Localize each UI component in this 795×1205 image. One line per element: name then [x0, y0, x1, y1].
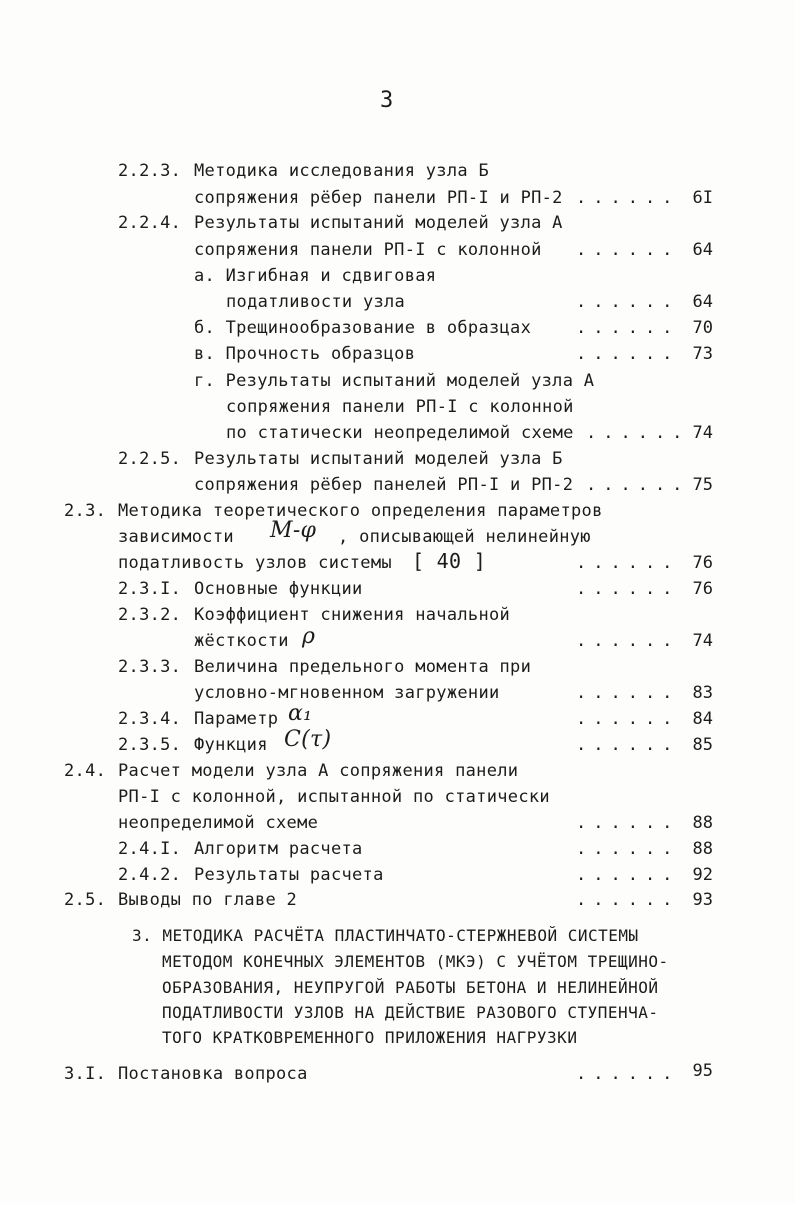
toc-page-number: 64: [692, 292, 713, 312]
toc-entry-g-line1: г. Результаты испытаний моделей узла А: [194, 371, 595, 391]
toc-entry-g-line2: сопряжения панели РП-I с колонной: [226, 397, 574, 417]
toc-page-number: 74: [692, 631, 713, 651]
toc-page-number: 83: [692, 683, 713, 703]
toc-entry-2-2-4-title-line1: Результаты испытаний моделей узла А: [194, 213, 563, 233]
toc-entry-g-line3: по статически неопределимой схеме: [226, 423, 574, 443]
toc-entry-2-3-1-number: 2.3.I.: [118, 579, 182, 599]
chapter-3-heading-line5: ТОГО КРАТКОВРЕМЕННОГО ПРИЛОЖЕНИЯ НАГРУЗКИ: [162, 1028, 578, 1047]
toc-entry-2-2-4-number: 2.2.4.: [118, 213, 182, 233]
toc-entry-2-2-3-title-line2: сопряжения рёбер панели РП-I и РП-2: [194, 188, 563, 208]
toc-leader-dots: ......: [576, 553, 680, 573]
chapter-3-heading-line2: МЕТОДОМ КОНЕЧНЫХ ЭЛЕМЕНТОВ (МКЭ) С УЧЁТОМ ТРЕЩИНО-: [162, 952, 669, 971]
toc-leader-dots: ......: [576, 865, 680, 885]
chapter-3-heading-line1: 3. МЕТОДИКА РАСЧЁТА ПЛАСТИНЧАТО-СТЕРЖНЕВОЙ СИСТЕМЫ: [132, 926, 639, 945]
toc-entry-a-line1: а. Изгибная и сдвиговая: [194, 266, 437, 286]
toc-leader-dots: ......: [576, 1064, 680, 1084]
toc-entry-2-4-number: 2.4.: [64, 761, 107, 781]
toc-entry-2-4-2-title: Результаты расчета: [194, 865, 384, 885]
toc-entry-2-3-3-number: 2.3.3.: [118, 657, 182, 677]
toc-entry-2-4-1-number: 2.4.I.: [118, 839, 182, 859]
toc-entry-2-3-number: 2.3.: [64, 501, 107, 521]
toc-entry-2-3-3-title-line1: Величина предельного момента при: [194, 657, 532, 677]
toc-entry-2-2-5-number: 2.2.5.: [118, 449, 182, 469]
toc-entry-2-4-1-title: Алгоритм расчета: [194, 839, 363, 859]
toc-entry-b: б. Трещинообразование в образцах: [194, 318, 532, 338]
page-number: 3: [380, 88, 394, 113]
toc-entry-2-5-title: Выводы по главе 2: [118, 890, 298, 910]
toc-leader-dots: ......: [576, 579, 680, 599]
toc-page-number: 76: [692, 553, 713, 573]
reference-citation: [ 40 ]: [412, 549, 487, 573]
chapter-3-heading-line3: ОБРАЗОВАНИЯ, НЕУПРУГОЙ РАБОТЫ БЕТОНА И НЕЛИНЕЙНОЙ: [162, 978, 659, 997]
toc-entry-2-2-3-title-line1: Методика исследования узла Б: [194, 161, 489, 181]
math-symbol-rho: ρ: [302, 624, 316, 649]
toc-leader-dots: ......: [576, 890, 680, 910]
toc-entry-2-3-4-number: 2.3.4.: [118, 709, 182, 729]
toc-page-number: 64: [692, 240, 713, 260]
toc-page-number: 88: [692, 813, 713, 833]
math-symbol-m-phi: М-φ: [270, 518, 317, 543]
toc-leader-dots: ......: [586, 423, 690, 443]
toc-entry-2-4-2-number: 2.4.2.: [118, 865, 182, 885]
toc-leader-dots: ......: [576, 292, 680, 312]
toc-page-number: 76: [692, 579, 713, 599]
chapter-3-heading-line4: ПОДАТЛИВОСТИ УЗЛОВ НА ДЕЙСТВИЕ РАЗОВОГО СТУПЕНЧА-: [162, 1003, 659, 1022]
toc-entry-2-5-number: 2.5.: [64, 890, 107, 910]
toc-page-number: 95: [692, 1061, 713, 1081]
toc-page-number: 92: [692, 865, 713, 885]
toc-entry-2-2-3-number: 2.2.3.: [118, 161, 182, 181]
toc-page-number: 85: [692, 735, 713, 755]
toc-leader-dots: ......: [576, 631, 680, 651]
toc-leader-dots: ......: [576, 683, 680, 703]
toc-entry-2-3-title-line2-start: зависимости: [118, 527, 234, 547]
toc-entry-2-3-5-number: 2.3.5.: [118, 735, 182, 755]
toc-entry-2-3-2-title-line1: Коэффициент снижения начальной: [194, 605, 511, 625]
toc-page-number: 70: [692, 318, 713, 338]
toc-page-number: 88: [692, 839, 713, 859]
toc-entry-2-4-title-line3: неопределимой схеме: [118, 813, 319, 833]
toc-entry-2-3-4-title: Параметр: [194, 709, 279, 729]
toc-leader-dots: ......: [576, 318, 680, 338]
toc-page-number: 73: [692, 344, 713, 364]
toc-entry-a-line2: податливости узла: [226, 292, 406, 312]
toc-leader-dots: ......: [576, 735, 680, 755]
toc-entry-2-2-5-title-line2: сопряжения рёбер панелей РП-I и РП-2: [194, 475, 574, 495]
toc-leader-dots: ......: [576, 709, 680, 729]
toc-entry-2-3-2-title-line2: жёсткости: [194, 631, 289, 651]
toc-leader-dots: ......: [576, 344, 680, 364]
toc-page-number: 93: [692, 890, 713, 910]
toc-leader-dots: ......: [576, 813, 680, 833]
toc-entry-2-3-title-line2-end: , описывающей нелинейную: [338, 527, 591, 547]
toc-entry-2-4-title-line2: РП-I с колонной, испытанной по статически: [118, 787, 550, 807]
math-symbol-c-tau: C(τ): [284, 727, 332, 752]
toc-entry-2-2-4-title-line2: сопряжения панели РП-I с колонной: [194, 240, 542, 260]
toc-entry-2-3-title-line1: Методика теоретического определения параметров: [118, 501, 603, 521]
toc-entry-2-2-5-title-line1: Результаты испытаний моделей узла Б: [194, 449, 563, 469]
math-symbol-alpha1: α₁: [288, 701, 313, 726]
toc-leader-dots: ......: [576, 188, 680, 208]
toc-entry-2-3-1-title: Основные функции: [194, 579, 363, 599]
toc-page-number: 74: [692, 423, 713, 443]
toc-entry-2-4-title-line1: Расчет модели узла А сопряжения панели: [118, 761, 519, 781]
toc-leader-dots: ......: [576, 240, 680, 260]
toc-entry-2-3-2-number: 2.3.2.: [118, 605, 182, 625]
toc-entry-2-3-title-line3: податливость узлов системы: [118, 553, 392, 573]
toc-page-number: 84: [692, 709, 713, 729]
toc-page-number: 75: [692, 475, 713, 495]
toc-leader-dots: ......: [576, 839, 680, 859]
toc-leader-dots: ......: [586, 475, 690, 495]
toc-entry-3-1-title: Постановка вопроса: [118, 1064, 308, 1084]
toc-page-number: 6I: [692, 188, 713, 208]
toc-entry-2-3-3-title-line2: условно-мгновенном загружении: [194, 683, 500, 703]
toc-entry-2-3-5-title: Функция: [194, 735, 268, 755]
toc-entry-3-1-number: 3.I.: [64, 1064, 107, 1084]
toc-entry-v: в. Прочность образцов: [194, 344, 416, 364]
